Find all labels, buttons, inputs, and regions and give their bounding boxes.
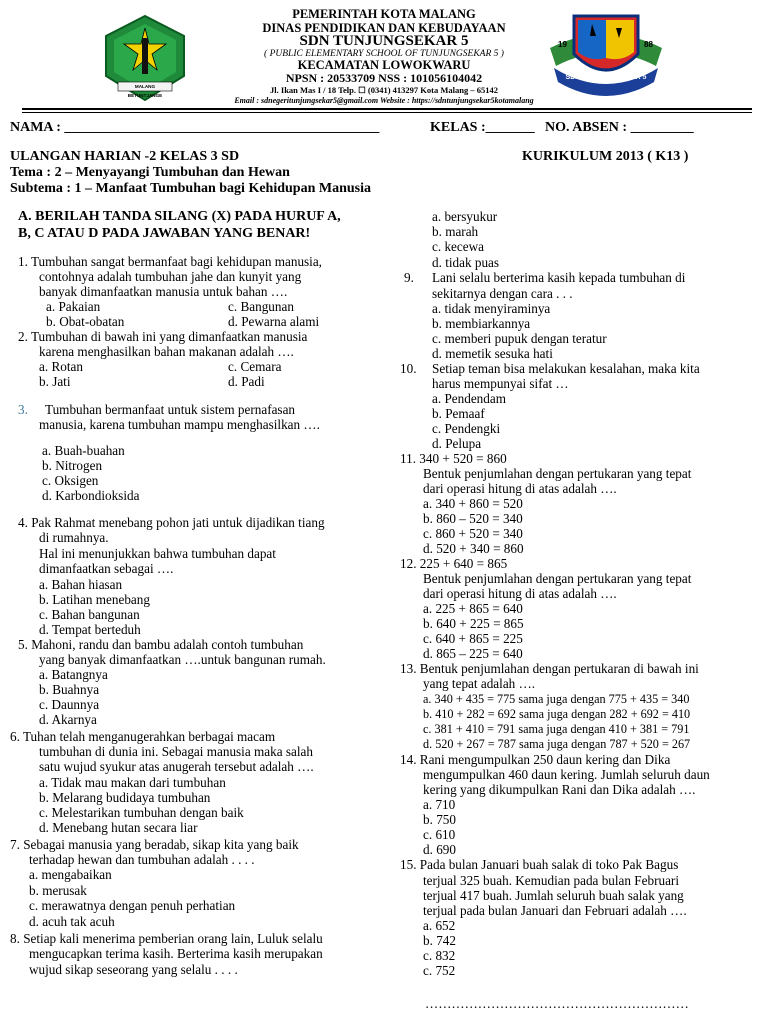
curriculum-label: KURIKULUM 2013 ( K13 )	[522, 149, 689, 164]
q4-stem: Hal ini menunjukkan bahwa tumbuhan dapat	[39, 546, 276, 561]
q3-option-d: d. Karbondioksida	[42, 488, 140, 503]
q1-option-c: c. Bangunan	[228, 299, 294, 314]
q3-option-c: c. Oksigen	[42, 473, 99, 488]
q13-option-b: b. 410 + 282 = 692 sama juga dengan 282 + 692 = 410	[423, 707, 691, 721]
q9-option-c: c. memberi pupuk dengan teratur	[432, 331, 607, 346]
q11-stem: 11. 340 + 520 = 860	[400, 451, 507, 466]
q4-stem: 4. Pak Rahmat menebang pohon jati untuk dijadikan tiang	[18, 515, 325, 530]
q8-option-c: c. kecewa	[432, 239, 484, 254]
q2-option-a: a. Rotan	[39, 359, 83, 374]
q4-option-b: b. Latihan menebang	[39, 592, 150, 607]
header-government: PEMERINTAH KOTA MALANG	[292, 7, 476, 21]
q3-option-a: a. Buah-buahan	[42, 443, 125, 458]
school-logo-year-left: 19	[558, 40, 567, 49]
q3-stem: manusia, karena tumbuhan mampu menghasilkan ….	[39, 417, 320, 432]
q1-option-b: b. Obat-obatan	[46, 314, 125, 329]
q7-option-d: d. acuh tak acuh	[29, 914, 115, 929]
school-logo-name: SDN TUNJUNGSEKAR 5	[565, 74, 647, 81]
q2-stem: 2. Tumbuhan di bawah ini yang dimanfaatkan manusia	[18, 329, 308, 344]
q9-number: 9.	[404, 270, 414, 285]
q5-option-b: b. Buahnya	[39, 682, 100, 697]
q8-stem: 8. Setiap kali menerima pemberian orang lain, Luluk selalu	[10, 931, 323, 946]
q3-stem: Tumbuhan bermanfaat untuk sistem pernafasan	[45, 402, 296, 417]
q3-number: 3.	[18, 402, 28, 417]
q13-stem: 13. Bentuk penjumlahan dengan pertukaran di bawah ini	[400, 661, 699, 676]
header-npsn: NPSN : 20533709 NSS : 101056104042	[285, 71, 483, 85]
q7-stem: terhadap hewan dan tumbuhan adalah . . . .	[29, 852, 255, 867]
q1-stem: 1. Tumbuhan sangat bermanfaat bagi kehidupan manusia,	[18, 254, 322, 269]
q7-option-c: c. merawatnya dengan penuh perhatian	[29, 898, 236, 913]
q9-option-a: a. tidak menyiraminya	[432, 301, 551, 316]
q8-option-b: b. marah	[432, 224, 479, 239]
q15-stem: terjual pada bulan Januari dan Februari adalah ….	[423, 903, 687, 918]
q7-option-b: b. merusak	[29, 883, 87, 898]
q7-option-a: a. mengabaikan	[29, 867, 112, 882]
header-contact: Email : sdnegeritunjungsekar5@gmail.com Website : https://sdntunjungsekar5kotamalang	[234, 96, 534, 105]
q14-option-b: b. 750	[423, 812, 456, 827]
dotted-answer-line: ……………………………………………………	[425, 996, 689, 1011]
q5-stem: yang banyak dimanfaatkan ….untuk bangunan rumah.	[39, 652, 326, 667]
q1-option-d: d. Pewarna alami	[228, 314, 320, 329]
q4-stem: di rumahnya.	[39, 530, 109, 545]
q6-stem: 6. Tuhan telah menganugerahkan berbagai macam	[10, 729, 276, 744]
q6-option-c: c. Melestarikan tumbuhan dengan baik	[39, 805, 244, 820]
q15-option-d: c. 752	[423, 963, 456, 978]
q3-option-b: b. Nitrogen	[42, 458, 103, 473]
absence-number-field: NO. ABSEN : _________	[545, 120, 694, 135]
q6-stem: tumbuhan di dunia ini. Sebagai manusia maka salah	[39, 744, 313, 759]
q14-stem: 14. Rani mengumpulkan 250 daun kering dan Dika	[400, 752, 671, 767]
q11-option-c: c. 860 + 520 = 340	[423, 526, 523, 541]
q15-option-b: b. 742	[423, 933, 456, 948]
instruction-line-1: A. BERILAH TANDA SILANG (X) PADA HURUF A,	[18, 209, 341, 224]
q2-stem: karena menghasilkan bahan makanan adalah ….	[39, 344, 294, 359]
city-motto-text: MALANG BETUNTJANGE	[127, 84, 163, 98]
q13-option-c: c. 381 + 410 = 791 sama juga dengan 410 + 381 = 791	[423, 722, 690, 736]
q11-option-b: b. 860 – 520 = 340	[423, 511, 523, 526]
q6-option-b: b. Melarang budidaya tumbuhan	[39, 790, 211, 805]
q11-option-d: d. 520 + 340 = 860	[423, 541, 524, 556]
q10-stem: Setiap teman bisa melakukan kesalahan, maka kita	[432, 361, 700, 376]
q12-stem: Bentuk penjumlahan dengan pertukaran yang tepat	[423, 571, 692, 586]
q11-stem: Bentuk penjumlahan dengan pertukaran yang tepat	[423, 466, 692, 481]
q2-option-b: b. Jati	[39, 374, 71, 389]
q5-option-c: c. Daunnya	[39, 697, 100, 712]
q9-option-d: d. memetik sesuka hati	[432, 346, 553, 361]
q12-stem: 12. 225 + 640 = 865	[400, 556, 508, 571]
q15-option-a: a. 652	[423, 918, 456, 933]
q14-option-a: a. 710	[423, 797, 456, 812]
q14-option-c: c. 610	[423, 827, 456, 842]
q14-stem: mengumpulkan 460 daun kering. Jumlah seluruh daun	[423, 767, 710, 782]
q1-option-a: a. Pakaian	[46, 299, 101, 314]
q2-option-d: d. Padi	[228, 374, 265, 389]
q10-option-c: c. Pendengki	[432, 421, 501, 436]
q12-option-a: a. 225 + 865 = 640	[423, 601, 523, 616]
theme-label: Tema : 2 – Menyayangi Tumbuhan dan Hewan	[10, 165, 290, 180]
q4-option-c: c. Bahan bangunan	[39, 607, 140, 622]
q10-stem: harus mempunyai sifat …	[432, 376, 569, 391]
q10-option-d: d. Pelupa	[432, 436, 482, 451]
header-school-name: SDN TUNJUNGSEKAR 5	[299, 33, 469, 49]
q12-option-c: c. 640 + 865 = 225	[423, 631, 523, 646]
q6-option-a: a. Tidak mau makan dari tumbuhan	[39, 775, 226, 790]
q6-stem: satu wujud syukur atas anugerah tersebut adalah ….	[39, 759, 314, 774]
q15-stem: terjual 417 buah. Jumlah seluruh buah salak yang	[423, 888, 684, 903]
q4-option-d: d. Tempat berteduh	[39, 622, 141, 637]
q13-stem: yang tepat adalah ….	[423, 676, 536, 691]
q8-option-d: d. tidak puas	[432, 255, 500, 270]
q8-option-a: a. bersyukur	[432, 209, 498, 224]
q10-number: 10.	[400, 361, 417, 376]
q10-option-a: a. Pendendam	[432, 391, 506, 406]
q5-stem: 5. Mahoni, randu dan bambu adalah contoh tumbuhan	[18, 637, 304, 652]
q11-option-a: a. 340 + 860 = 520	[423, 496, 523, 511]
q2-option-c: c. Cemara	[228, 359, 282, 374]
header-district: KECAMATAN LOWOKWARU	[297, 58, 471, 72]
header-department: DINAS PENDIDIKAN DAN KEBUDAYAAN	[262, 21, 506, 35]
q15-option-c: c. 832	[423, 948, 456, 963]
subtheme-label: Subtema : 1 – Manfaat Tumbuhan bagi Kehidupan Manusia	[10, 181, 371, 196]
q10-option-b: b. Pemaaf	[432, 406, 485, 421]
q13-option-a: a. 340 + 435 = 775 sama juga dengan 775 + 435 = 340	[423, 692, 690, 706]
q15-stem: 15. Pada bulan Januari buah salak di toko Pak Bagus	[400, 857, 679, 872]
q11-stem: dari operasi hitung di atas adalah ….	[423, 481, 617, 496]
school-logo-year-right: 88	[644, 40, 653, 49]
q12-option-d: d. 865 – 225 = 640	[423, 646, 523, 661]
q6-option-d: d. Menebang hutan secara liar	[39, 820, 198, 835]
q1-stem: banyak dimanfaatkan manusia untuk bahan ….	[39, 284, 288, 299]
header-school-english: ( PUBLIC ELEMENTARY SCHOOL OF TUNJUNGSEKAR 5 )	[264, 49, 504, 59]
q4-option-a: a. Bahan hiasan	[39, 577, 123, 592]
exam-title: ULANGAN HARIAN -2 KELAS 3 SD	[10, 149, 240, 164]
class-field: KELAS :_______	[430, 120, 535, 135]
q15-stem: terjual 325 buah. Kemudian pada bulan Februari	[423, 873, 679, 888]
q9-stem: Lani selalu berterima kasih kepada tumbuhan di	[432, 270, 686, 285]
q9-option-b: b. membiarkannya	[432, 316, 531, 331]
q8-stem: wujud sikap seseorang yang selalu . . . .	[29, 962, 238, 977]
q14-option-d: d. 690	[423, 842, 456, 857]
q7-stem: 7. Sebagai manusia yang beradab, sikap kita yang baik	[10, 837, 299, 852]
name-field: NAMA : _____________________________________________	[10, 120, 380, 135]
q5-option-a: a. Batangnya	[39, 667, 108, 682]
q12-option-b: b. 640 + 225 = 865	[423, 616, 524, 631]
q13-option-d: d. 520 + 267 = 787 sama juga dengan 787 + 520 = 267	[423, 737, 691, 751]
q5-option-d: d. Akarnya	[39, 712, 97, 727]
header-address: Jl. Ikan Mas I / 18 Telp. ☐ (0341) 413297 Kota Malang – 65142	[270, 85, 498, 95]
q1-stem: contohnya adalah tumbuhan jahe dan kunyit yang	[39, 269, 302, 284]
q4-stem: dimanfaatkan sebagai ….	[39, 561, 174, 576]
instruction-line-2: B, C ATAU D PADA JAWABAN YANG BENAR!	[18, 226, 311, 241]
q9-stem: sekitarnya dengan cara . . .	[432, 286, 573, 301]
q14-stem: kering yang dikumpulkan Rani dan Dika adalah ….	[423, 782, 696, 797]
q8-stem: mengucapkan terima kasih. Berterima kasih merupakan	[29, 946, 323, 961]
q12-stem: dari operasi hitung di atas adalah ….	[423, 586, 617, 601]
